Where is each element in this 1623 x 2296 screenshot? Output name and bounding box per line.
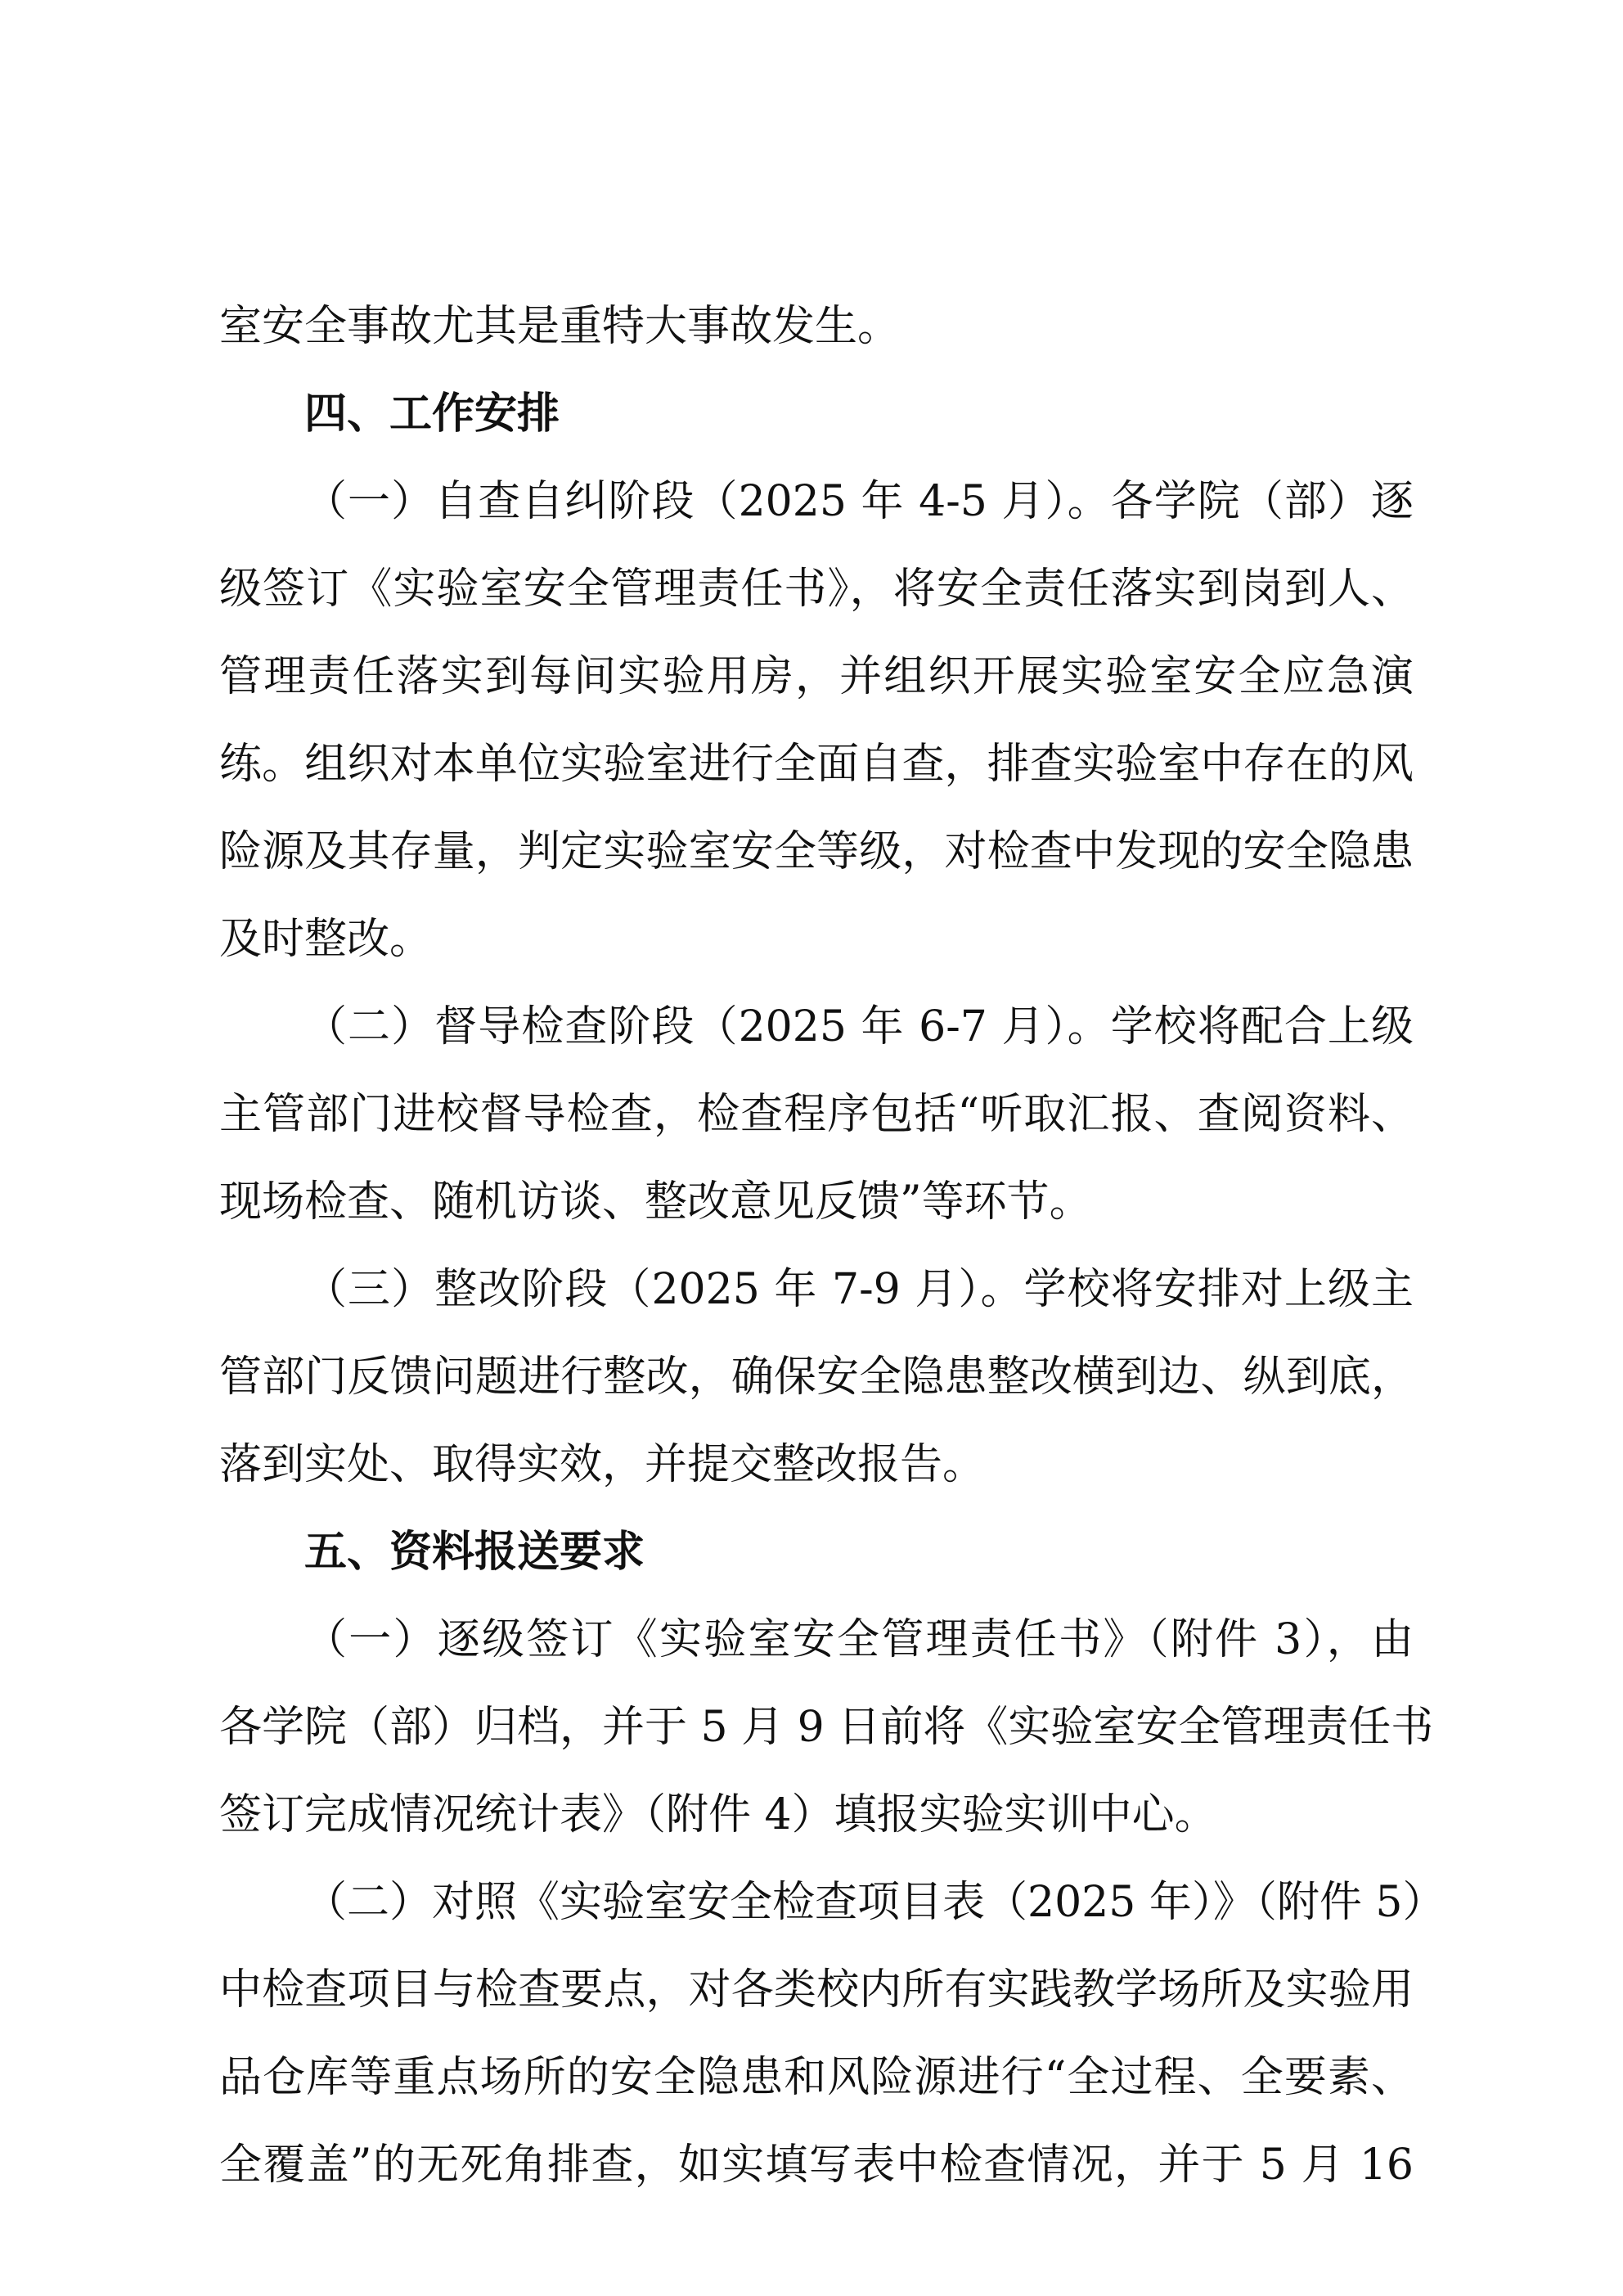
paragraph-line: 管部门反馈问题进行整改，确保安全隐患整改横到边、纵到底， [219,1353,1414,1402]
paragraph-line: 各学院（部）归档，并于 5 月 9 日前将《实验室安全管理责任书 [219,1703,1434,1752]
paragraph-line: （一）逐级签订《实验室安全管理责任书》（附件 3），由 [304,1615,1414,1664]
document-body [219,283,1445,2209]
paragraph-line: 签订完成情况统计表》（附件 4）填报实验实训中心。 [219,1790,1217,1839]
paragraph-line: 练。组织对本单位实验室进行全面自查，排查实验室中存在的风 [219,740,1414,789]
paragraph-line: （二）对照《实验室安全检查项目表（2025 年）》（附件 5） [304,1878,1445,1927]
paragraph-line: 室安全事故尤其是重特大事故发生。 [219,302,901,351]
paragraph-line: 落到实处、取得实效，并提交整改报告。 [219,1440,986,1489]
paragraph-line: （二）督导检查阶段（2025 年 6-7 月）。学校将配合上级 [304,1002,1414,1051]
paragraph-line: （三）整改阶段（2025 年 7-9 月）。学校将安排对上级主 [304,1265,1414,1314]
paragraph-line: 现场检查、随机访谈、整改意见反馈”等环节。 [219,1177,1092,1227]
paragraph-line: 险源及其存量，判定实验室安全等级，对检查中发现的安全隐患 [219,827,1414,876]
paragraph-line: 及时整改。 [219,915,433,964]
paragraph-line: 中检查项目与检查要点，对各类校内所有实践教学场所及实验用 [219,1965,1414,2015]
paragraph-line: （一）自查自纠阶段（2025 年 4-5 月）。各学院（部）逐 [304,477,1414,526]
paragraph-line: 全覆盖”的无死角排查，如实填写表中检查情况，并于 5 月 16 [219,2141,1414,2190]
section-heading-materials-submission: 五、资料报送要求 [304,1528,645,1577]
paragraph-line: 管理责任落实到每间实验用房，并组织开展实验室安全应急演 [219,652,1414,701]
paragraph-line: 主管部门进校督导检查，检查程序包括“听取汇报、查阅资料、 [219,1090,1414,1139]
paragraph-line: 级签订《实验室安全管理责任书》，将安全责任落实到岗到人、 [219,565,1414,614]
paragraph-line: 品仓库等重点场所的安全隐患和风险源进行“全过程、全要素、 [219,2053,1414,2102]
section-heading-work-arrangement: 四、工作安排 [304,389,560,439]
